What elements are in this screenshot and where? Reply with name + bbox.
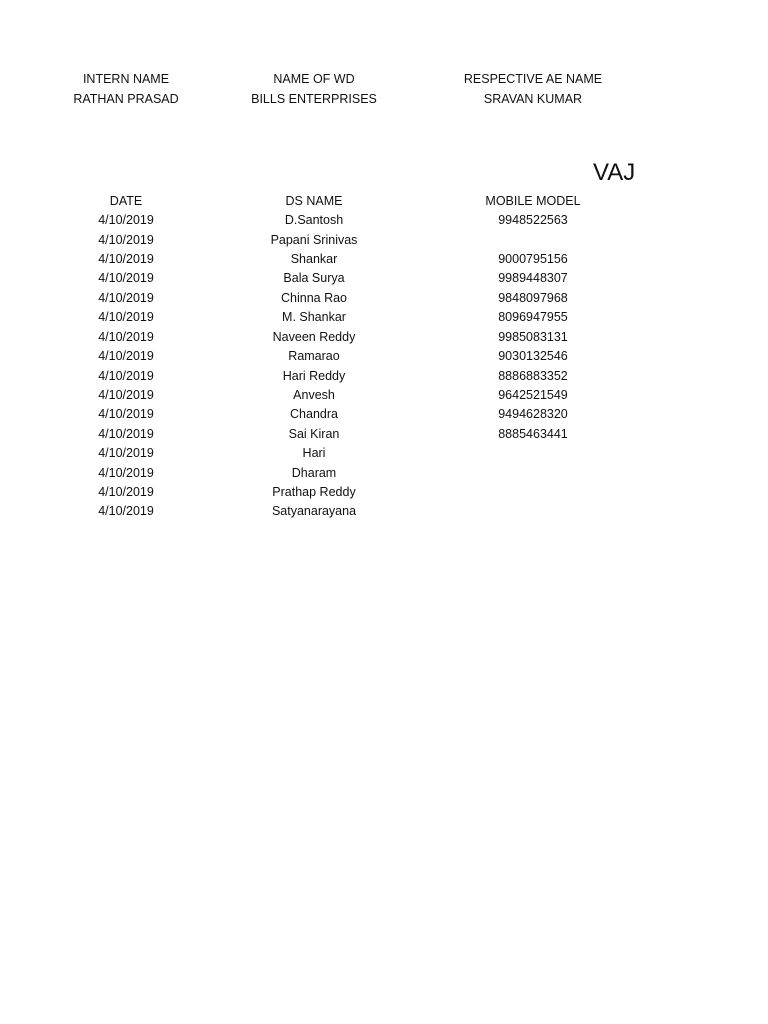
mobile-cell: 8885463441 <box>498 427 568 441</box>
table-row <box>0 331 768 350</box>
ds-name-cell: Shankar <box>290 252 338 266</box>
ds-name-cell: Hari Reddy <box>282 369 346 383</box>
mobile-cell: 9985083131 <box>498 330 568 344</box>
date-cell: 4/10/2019 <box>98 252 154 266</box>
date-cell: 4/10/2019 <box>98 427 154 441</box>
table-row <box>0 234 768 253</box>
table-row <box>0 292 768 311</box>
ds-name-cell: Chinna Rao <box>280 291 348 305</box>
column-header-date: DATE <box>109 194 143 208</box>
mobile-cell: 9989448307 <box>498 271 568 285</box>
mobile-cell: 9000795156 <box>498 252 568 266</box>
date-cell: 4/10/2019 <box>98 271 154 285</box>
date-cell: 4/10/2019 <box>98 446 154 460</box>
mobile-cell: 9030132546 <box>498 349 568 363</box>
column-header-mobile: MOBILE MODEL <box>485 194 581 208</box>
date-cell: 4/10/2019 <box>98 233 154 247</box>
table-row <box>0 253 768 272</box>
table-row <box>0 447 768 466</box>
ae-name-label: RESPECTIVE AE NAME <box>463 72 603 86</box>
table-row <box>0 467 768 486</box>
mobile-cell: 8886883352 <box>498 369 568 383</box>
mobile-cell: 9848097968 <box>498 291 568 305</box>
ds-name-cell: Hari <box>302 446 326 460</box>
ds-name-cell: Sai Kiran <box>288 427 340 441</box>
mobile-cell: 8096947955 <box>498 310 568 324</box>
date-cell: 4/10/2019 <box>98 407 154 421</box>
ds-name-cell: Bala Surya <box>283 271 345 285</box>
ds-name-cell: Prathap Reddy <box>272 485 356 499</box>
side-label: VAJ <box>593 159 636 186</box>
mobile-cell: 9948522563 <box>498 213 568 227</box>
table-row <box>0 408 768 427</box>
intern-name-value: RATHAN PRASAD <box>73 92 179 106</box>
table-row <box>0 428 768 447</box>
table-row <box>0 311 768 330</box>
date-cell: 4/10/2019 <box>98 504 154 518</box>
date-cell: 4/10/2019 <box>98 369 154 383</box>
table-row <box>0 389 768 408</box>
ds-name-cell: Dharam <box>291 466 337 480</box>
ds-name-cell: Anvesh <box>293 388 335 402</box>
table-row <box>0 505 768 524</box>
table-row <box>0 370 768 389</box>
date-cell: 4/10/2019 <box>98 349 154 363</box>
wd-name-label: NAME OF WD <box>273 72 355 86</box>
date-cell: 4/10/2019 <box>98 388 154 402</box>
ds-name-cell: Ramarao <box>288 349 340 363</box>
intern-name-label: INTERN NAME <box>82 72 170 86</box>
ds-name-cell: Naveen Reddy <box>272 330 356 344</box>
ds-name-cell: D.Santosh <box>284 213 344 227</box>
ds-name-cell: Papani Srinivas <box>270 233 358 247</box>
column-header-ds-name: DS NAME <box>285 194 343 208</box>
date-cell: 4/10/2019 <box>98 330 154 344</box>
table-row <box>0 214 768 233</box>
table-row <box>0 350 768 369</box>
table-row <box>0 272 768 291</box>
wd-name-value: BILLS ENTERPRISES <box>251 92 377 106</box>
ds-name-cell: M. Shankar <box>282 310 346 324</box>
mobile-cell: 9642521549 <box>498 388 568 402</box>
ae-name-value: SRAVAN KUMAR <box>483 92 583 106</box>
ds-name-cell: Satyanarayana <box>271 504 357 518</box>
table-row <box>0 486 768 505</box>
ds-name-cell: Chandra <box>290 407 338 421</box>
date-cell: 4/10/2019 <box>98 213 154 227</box>
mobile-cell: 9494628320 <box>498 407 568 421</box>
date-cell: 4/10/2019 <box>98 291 154 305</box>
date-cell: 4/10/2019 <box>98 466 154 480</box>
date-cell: 4/10/2019 <box>98 310 154 324</box>
date-cell: 4/10/2019 <box>98 485 154 499</box>
